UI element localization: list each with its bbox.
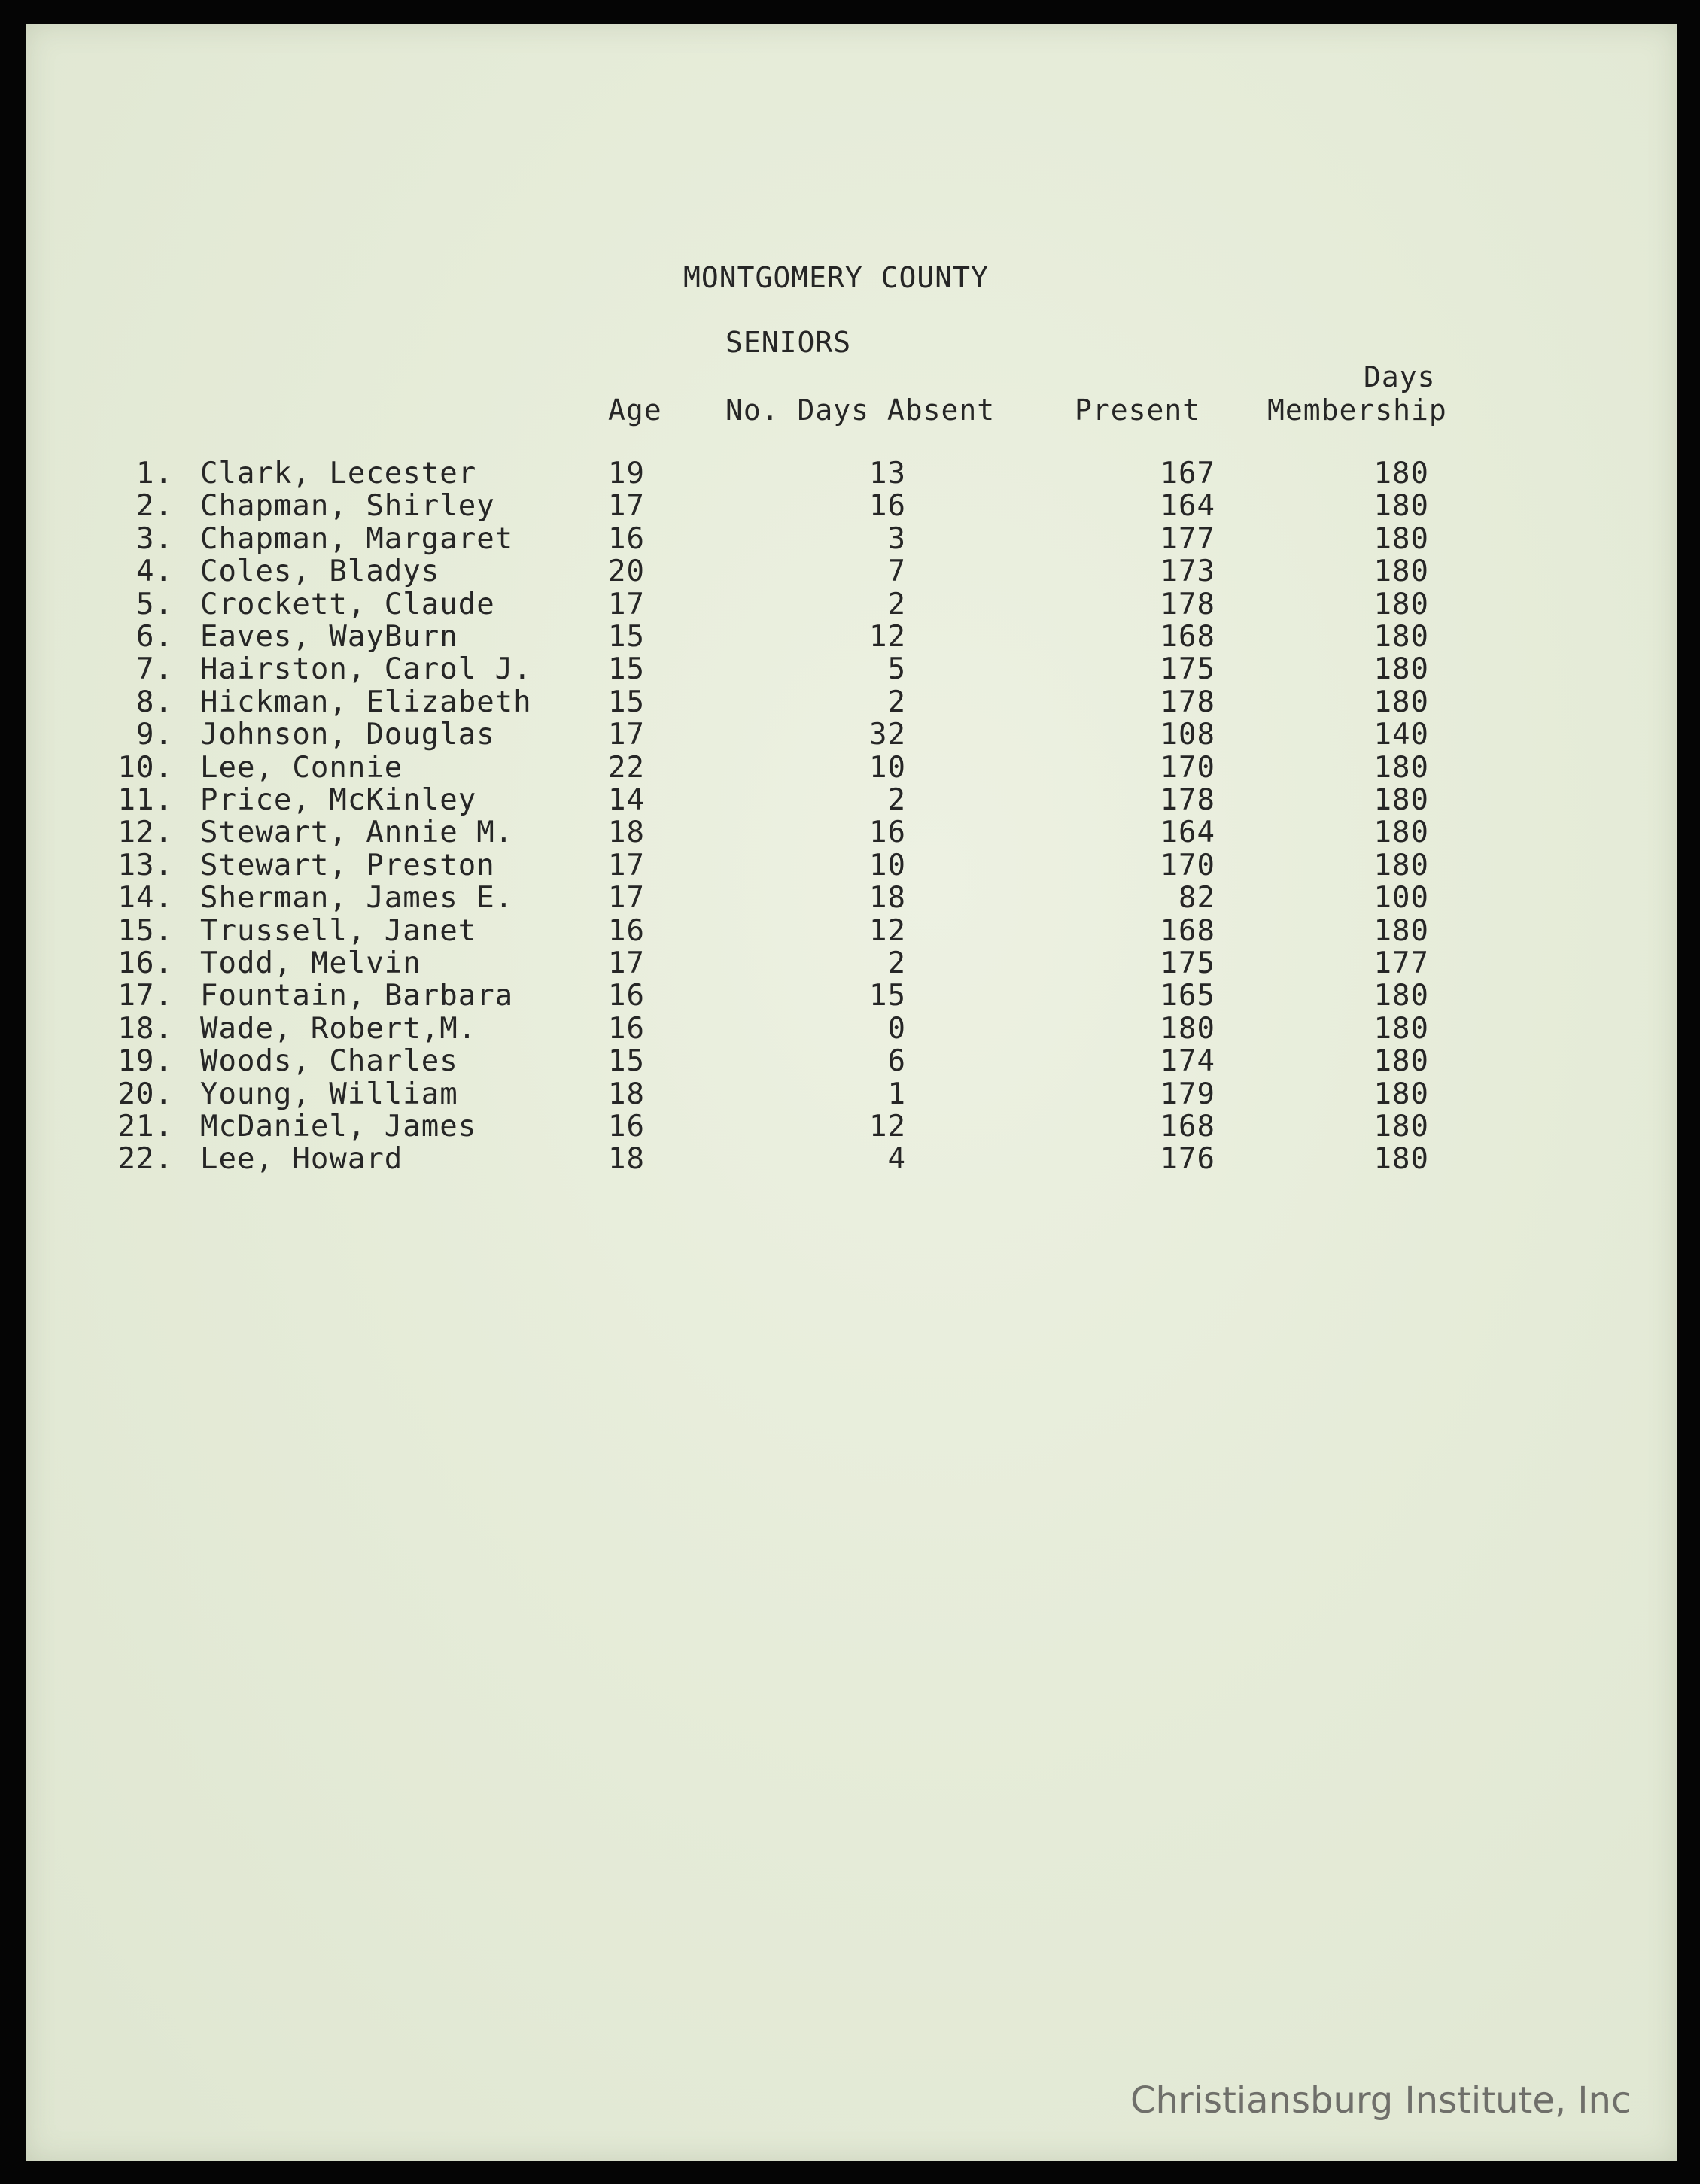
student-name: Clark, Lecester: [200, 457, 477, 491]
row-number: 17.: [117, 979, 173, 1013]
row-number: 1.: [136, 457, 173, 491]
student-age: 18: [608, 816, 645, 850]
student-age: 15: [608, 620, 645, 654]
days-present: 178: [1160, 685, 1215, 719]
days-membership: 180: [1373, 783, 1429, 817]
days-absent: 2: [887, 946, 906, 980]
days-present: 180: [1160, 1011, 1215, 1046]
archive-watermark: Christiansburg Institute, Inc: [1130, 2079, 1632, 2122]
row-number: 21.: [117, 1110, 173, 1144]
days-absent: 2: [887, 783, 906, 817]
days-absent: 4: [887, 1142, 906, 1177]
student-name: Price, McKinley: [200, 783, 477, 817]
days-absent: 12: [869, 1110, 906, 1144]
row-number: 8.: [136, 685, 173, 719]
days-membership: 180: [1373, 750, 1429, 785]
column-header-present: Present: [1075, 393, 1201, 427]
student-name: Chapman, Margaret: [200, 521, 514, 556]
days-present: 176: [1160, 1142, 1215, 1177]
row-number: 14.: [117, 881, 173, 916]
days-membership: 177: [1373, 946, 1429, 980]
student-age: 16: [608, 1110, 645, 1144]
days-present: 167: [1160, 457, 1215, 491]
days-present: 174: [1160, 1044, 1215, 1079]
table-row: [26, 848, 1677, 884]
student-name: Johnson, Douglas: [200, 718, 495, 752]
student-age: 17: [608, 946, 645, 980]
student-name: Sherman, James E.: [200, 881, 514, 916]
days-absent: 32: [869, 718, 906, 752]
student-age: 17: [608, 848, 645, 882]
days-absent: 6: [887, 1044, 906, 1079]
row-number: 9.: [136, 718, 173, 752]
days-absent: 1: [887, 1077, 906, 1111]
student-name: Young, William: [200, 1077, 458, 1111]
table-row: [26, 1077, 1677, 1113]
student-name: Woods, Charles: [200, 1044, 458, 1079]
days-present: 168: [1160, 913, 1215, 948]
student-name: McDaniel, James: [200, 1110, 477, 1144]
row-number: 2.: [136, 489, 173, 524]
table-row: [26, 554, 1677, 590]
column-header-age: Age: [608, 393, 662, 427]
days-absent: 16: [869, 816, 906, 850]
days-present: 82: [1178, 881, 1215, 916]
row-number: 18.: [117, 1011, 173, 1046]
row-number: 20.: [117, 1077, 173, 1111]
student-name: Stewart, Preston: [200, 848, 495, 882]
table-row: [26, 652, 1677, 688]
days-membership: 180: [1373, 489, 1429, 524]
days-absent: 10: [869, 848, 906, 882]
days-present: 175: [1160, 652, 1215, 687]
row-number: 13.: [117, 848, 173, 882]
days-absent: 12: [869, 913, 906, 948]
student-name: Chapman, Shirley: [200, 489, 495, 524]
days-membership: 180: [1373, 979, 1429, 1013]
row-number: 3.: [136, 521, 173, 556]
days-membership: 180: [1373, 848, 1429, 882]
days-present: 178: [1160, 783, 1215, 817]
student-age: 18: [608, 1142, 645, 1177]
days-membership: 180: [1373, 620, 1429, 654]
table-row: [26, 946, 1677, 982]
table-row: [26, 459, 1677, 492]
student-name: Coles, Bladys: [200, 554, 440, 589]
days-present: 168: [1160, 1110, 1215, 1144]
student-age: 16: [608, 521, 645, 556]
days-present: 170: [1160, 750, 1215, 785]
days-membership: 180: [1373, 685, 1429, 719]
student-name: Lee, Howard: [200, 1142, 403, 1177]
student-name: Eaves, WayBurn: [200, 620, 458, 654]
row-number: 4.: [136, 554, 173, 589]
student-name: Stewart, Annie M.: [200, 816, 514, 850]
student-age: 22: [608, 750, 645, 785]
days-present: 179: [1160, 1077, 1215, 1111]
days-membership: 140: [1373, 718, 1429, 752]
table-row: [26, 491, 1677, 524]
days-present: 164: [1160, 816, 1215, 850]
days-absent: 0: [887, 1011, 906, 1046]
table-row: [26, 883, 1677, 916]
column-header-membership: Membership: [1267, 393, 1447, 427]
row-number: 6.: [136, 620, 173, 654]
row-number: 19.: [117, 1044, 173, 1079]
table-row: [26, 785, 1677, 819]
days-present: 164: [1160, 489, 1215, 524]
student-age: 17: [608, 718, 645, 752]
row-number: 5.: [136, 587, 173, 621]
days-absent: 2: [887, 587, 906, 621]
document-subtitle: SENIORS: [725, 326, 852, 359]
days-membership: 100: [1373, 881, 1429, 916]
student-age: 16: [608, 913, 645, 948]
days-membership: 180: [1373, 1011, 1429, 1046]
student-name: Fountain, Barbara: [200, 979, 514, 1013]
document-title: MONTGOMERY COUNTY: [683, 261, 989, 294]
student-age: 20: [608, 554, 645, 589]
days-membership: 180: [1373, 521, 1429, 556]
row-number: 15.: [117, 913, 173, 948]
days-present: 173: [1160, 554, 1215, 589]
days-membership: 180: [1373, 1077, 1429, 1111]
student-name: Hairston, Carol J.: [200, 652, 532, 687]
student-age: 17: [608, 881, 645, 916]
table-row: [26, 622, 1677, 655]
days-present: 165: [1160, 979, 1215, 1013]
days-absent: 3: [887, 521, 906, 556]
student-age: 17: [608, 489, 645, 524]
days-absent: 18: [869, 881, 906, 916]
student-age: 16: [608, 979, 645, 1013]
days-present: 170: [1160, 848, 1215, 882]
student-name: Lee, Connie: [200, 750, 403, 785]
days-membership: 180: [1373, 1044, 1429, 1079]
days-membership: 180: [1373, 554, 1429, 589]
days-absent: 7: [887, 554, 906, 589]
table-row: [26, 587, 1677, 623]
days-membership: 180: [1373, 457, 1429, 491]
table-row: [26, 981, 1677, 1014]
row-number: 22.: [117, 1142, 173, 1177]
days-membership: 180: [1373, 1142, 1429, 1177]
days-membership: 180: [1373, 1110, 1429, 1144]
days-membership: 180: [1373, 587, 1429, 621]
student-age: 15: [608, 652, 645, 687]
table-row: [26, 720, 1677, 753]
days-membership: 180: [1373, 816, 1429, 850]
row-number: 10.: [117, 750, 173, 785]
student-age: 18: [608, 1077, 645, 1111]
document-page: [26, 24, 1677, 2161]
table-row: [26, 1144, 1677, 1177]
days-membership: 180: [1373, 913, 1429, 948]
row-number: 11.: [117, 783, 173, 817]
table-row: [26, 521, 1677, 557]
student-name: Crockett, Claude: [200, 587, 495, 621]
table-row: [26, 1046, 1677, 1080]
student-age: 17: [608, 587, 645, 621]
days-absent: 13: [869, 457, 906, 491]
student-name: Todd, Melvin: [200, 946, 421, 980]
student-age: 14: [608, 783, 645, 817]
student-age: 19: [608, 457, 645, 491]
days-present: 168: [1160, 620, 1215, 654]
days-present: 178: [1160, 587, 1215, 621]
student-name: Hickman, Elizabeth: [200, 685, 532, 719]
table-row: [26, 818, 1677, 851]
table-row: [26, 1112, 1677, 1145]
student-name: Wade, Robert,M.: [200, 1011, 477, 1046]
row-number: 7.: [136, 652, 173, 687]
days-present: 108: [1160, 718, 1215, 752]
student-name: Trussell, Janet: [200, 913, 477, 948]
student-age: 15: [608, 685, 645, 719]
table-row: [26, 685, 1677, 721]
days-absent: 5: [887, 652, 906, 687]
table-row: [26, 750, 1677, 786]
days-present: 177: [1160, 521, 1215, 556]
column-header-days-absent: No. Days Absent: [725, 393, 996, 427]
days-absent: 10: [869, 750, 906, 785]
table-row: [26, 1011, 1677, 1047]
row-number: 12.: [117, 816, 173, 850]
days-absent: 2: [887, 685, 906, 719]
days-membership: 180: [1373, 652, 1429, 687]
days-present: 175: [1160, 946, 1215, 980]
column-header-days: Days: [1364, 360, 1436, 393]
days-absent: 15: [869, 979, 906, 1013]
days-absent: 12: [869, 620, 906, 654]
student-age: 16: [608, 1011, 645, 1046]
row-number: 16.: [117, 946, 173, 980]
days-absent: 16: [869, 489, 906, 524]
student-age: 15: [608, 1044, 645, 1079]
table-row: [26, 913, 1677, 949]
